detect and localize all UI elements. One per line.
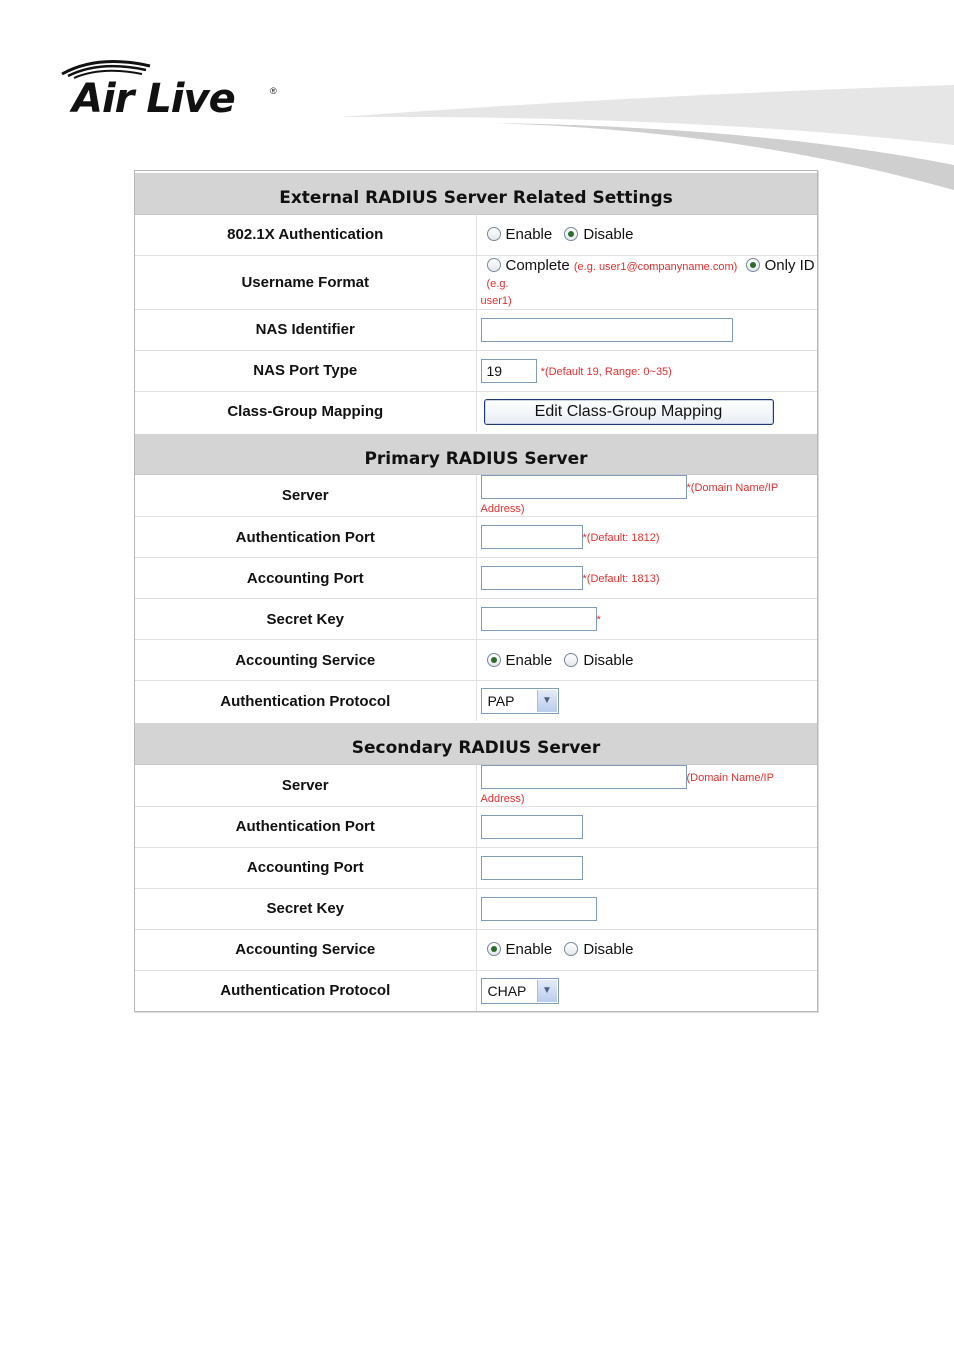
row-secondary-acct-port xyxy=(135,847,817,888)
row-primary-server xyxy=(135,475,817,517)
only-id-note-cont: user1) xyxy=(480,295,512,307)
row-primary-auth-protocol xyxy=(135,681,817,723)
radio-8021x-disable-label: Disable xyxy=(583,226,634,243)
primary-auth-protocol-value: PAP xyxy=(487,693,515,709)
primary-secret-note: * xyxy=(596,613,601,626)
label-secondary-server: Server xyxy=(135,764,476,806)
secondary-section-title: Secondary RADIUS Server xyxy=(135,722,817,764)
label-primary-auth-port: Authentication Port xyxy=(135,517,476,558)
row-8021x-auth xyxy=(135,214,817,255)
row-nas-port-type xyxy=(135,350,817,391)
row-secondary-server xyxy=(135,764,817,806)
external-section-title: External RADIUS Server Related Settings xyxy=(135,172,817,214)
radio-secondary-acct-enable-label: Enable xyxy=(505,941,553,958)
label-nas-port-type: NAS Port Type xyxy=(135,350,476,391)
radio-8021x-enable[interactable] xyxy=(487,227,501,241)
row-secondary-auth-port xyxy=(135,806,817,847)
label-secondary-auth-protocol: Authentication Protocol xyxy=(135,970,476,1011)
radio-secondary-acct-enable[interactable] xyxy=(487,942,501,956)
label-primary-secret: Secret Key xyxy=(135,599,476,640)
primary-auth-port-input[interactable] xyxy=(481,525,583,549)
label-primary-acct-port: Accounting Port xyxy=(135,558,476,599)
chevron-down-icon[interactable]: ▼ xyxy=(537,980,557,1002)
row-username-format xyxy=(135,255,817,309)
radio-complete[interactable] xyxy=(487,258,501,272)
nas-port-type-input[interactable]: 19 xyxy=(481,359,537,383)
label-8021x-auth: 802.1X Authentication xyxy=(135,214,476,255)
primary-server-input[interactable] xyxy=(481,475,687,499)
radio-only-id-label: Only ID xyxy=(764,257,815,274)
label-username-format: Username Format xyxy=(135,255,476,309)
row-secondary-auth-protocol xyxy=(135,970,817,1011)
secondary-auth-protocol-select[interactable] xyxy=(481,978,559,1004)
row-primary-acct-service xyxy=(135,640,817,681)
primary-acct-port-input[interactable] xyxy=(481,566,583,590)
primary-auth-protocol-select[interactable] xyxy=(481,688,559,714)
primary-server-note: *(Domain Name/IP Address) xyxy=(480,481,778,515)
secondary-secret-input[interactable] xyxy=(481,897,597,921)
label-primary-auth-protocol: Authentication Protocol xyxy=(135,681,476,723)
radio-primary-acct-disable-label: Disable xyxy=(583,651,634,669)
label-nas-identifier: NAS Identifier xyxy=(135,309,476,350)
row-nas-identifier xyxy=(135,309,817,350)
row-primary-acct-port xyxy=(135,558,817,599)
edit-class-group-button[interactable]: Edit Class-Group Mapping xyxy=(484,399,774,425)
secondary-auth-protocol-value: CHAP xyxy=(487,982,527,999)
label-secondary-secret: Secret Key xyxy=(135,888,476,929)
logo-wordmark: Air Live xyxy=(72,76,235,122)
secondary-server-note: (Domain Name/IP Address) xyxy=(480,771,774,805)
nas-port-type-note: *(Default 19, Range: 0~35) xyxy=(540,365,672,378)
secondary-server-input[interactable] xyxy=(481,765,687,789)
primary-section-title: Primary RADIUS Server xyxy=(135,433,817,475)
radio-primary-acct-enable[interactable] xyxy=(487,653,501,667)
row-primary-auth-port xyxy=(135,517,817,558)
primary-acct-port-note: *(Default: 1813) xyxy=(582,572,660,585)
complete-note: (e.g. user1@companyname.com) xyxy=(573,261,738,273)
radio-8021x-disable[interactable] xyxy=(564,227,578,241)
radio-primary-acct-disable[interactable] xyxy=(564,653,578,667)
radio-primary-acct-enable-label: Enable xyxy=(505,651,553,669)
label-primary-server: Server xyxy=(135,475,476,517)
label-class-group: Class-Group Mapping xyxy=(135,391,476,433)
row-primary-secret xyxy=(135,599,817,640)
label-secondary-acct-port: Accounting Port xyxy=(135,847,476,888)
primary-auth-port-note: *(Default: 1812) xyxy=(582,531,660,544)
label-primary-acct-service: Accounting Service xyxy=(135,640,476,681)
row-class-group xyxy=(135,391,817,433)
radio-8021x-enable-label: Enable xyxy=(505,226,553,243)
label-secondary-acct-service: Accounting Service xyxy=(135,929,476,970)
radius-settings-panel xyxy=(134,170,818,1012)
radio-secondary-acct-disable-label: Disable xyxy=(583,941,634,958)
airlive-logo xyxy=(58,56,288,126)
chevron-down-icon[interactable]: ▼ xyxy=(537,690,557,712)
primary-secret-input[interactable] xyxy=(481,607,597,631)
radio-complete-label: Complete xyxy=(505,257,570,274)
row-secondary-acct-service xyxy=(135,929,817,970)
secondary-auth-port-input[interactable] xyxy=(481,815,583,839)
radio-only-id[interactable] xyxy=(746,258,760,272)
label-secondary-auth-port: Authentication Port xyxy=(135,806,476,847)
nas-identifier-input[interactable] xyxy=(481,318,733,342)
row-secondary-secret xyxy=(135,888,817,929)
only-id-note: (e.g. xyxy=(486,278,509,290)
radio-secondary-acct-disable[interactable] xyxy=(564,942,578,956)
secondary-acct-port-input[interactable] xyxy=(481,856,583,880)
registered-mark: ® xyxy=(270,86,277,96)
